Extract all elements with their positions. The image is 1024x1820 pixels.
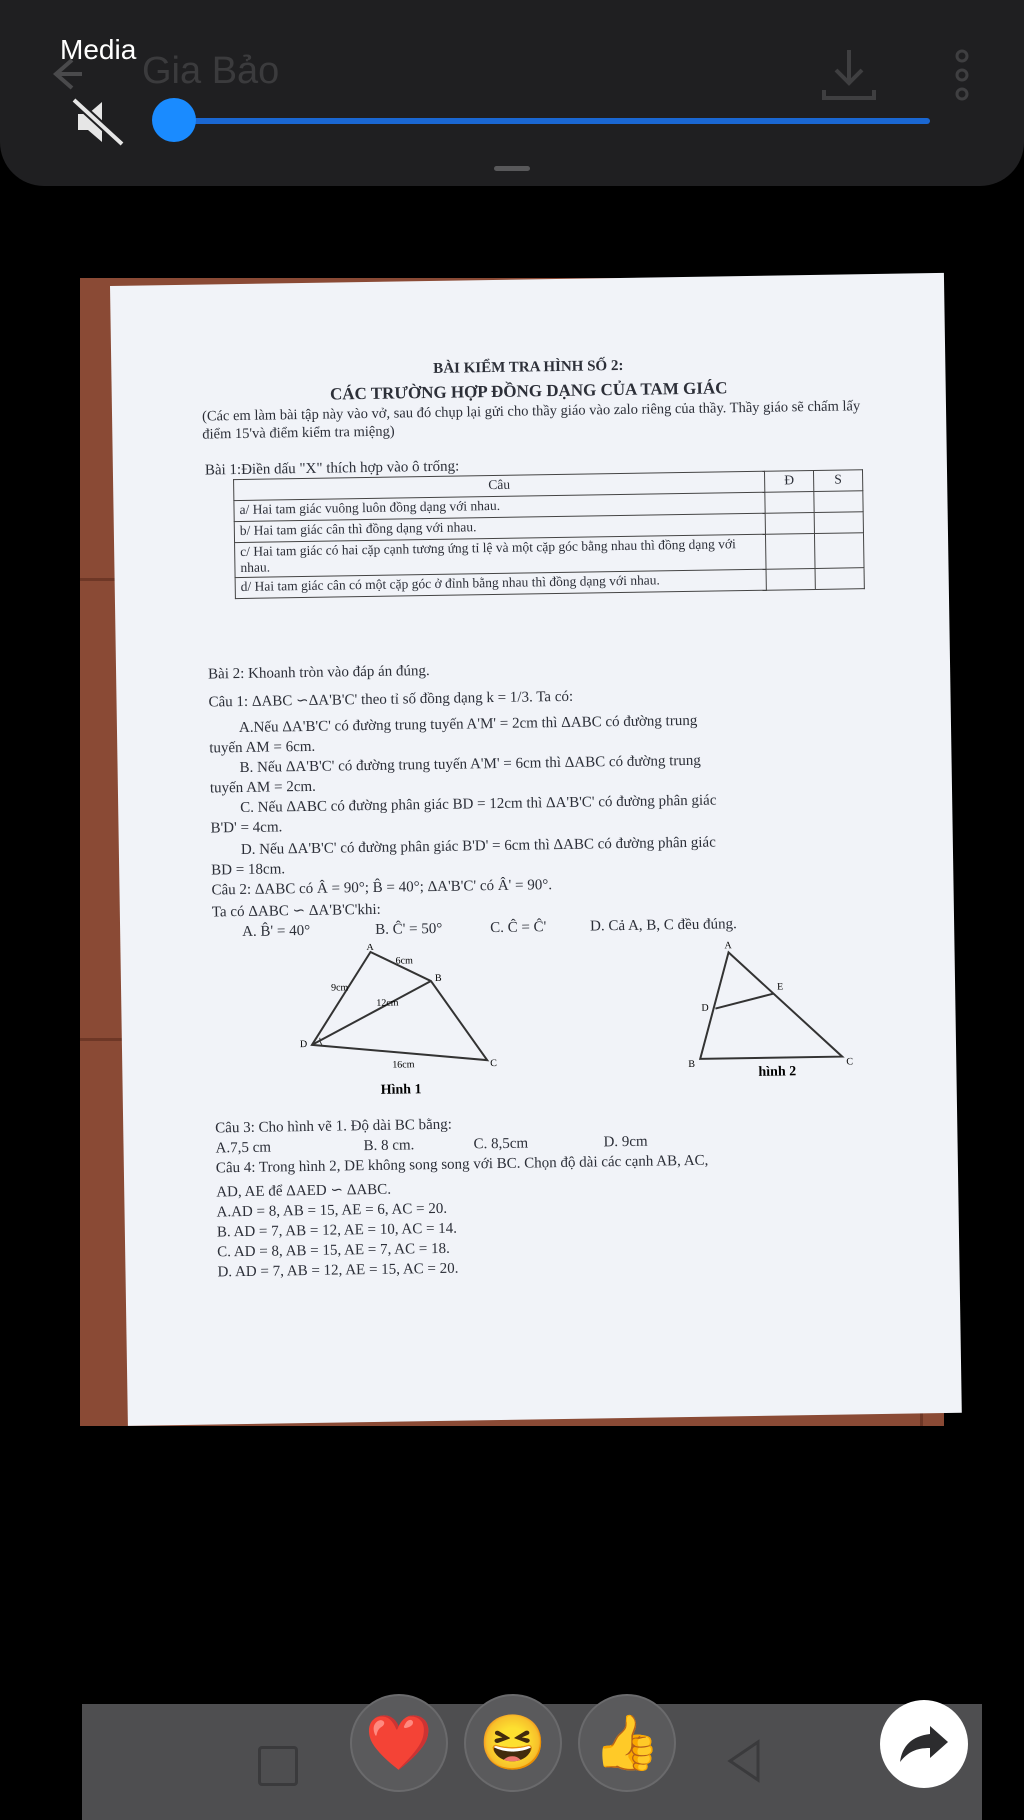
heart-icon: ❤️ bbox=[365, 1712, 433, 1773]
cau1-option-a: A.Nếu ΔA'B'C' có đường trung tuyến A'M' = 2cm thì ΔABC có đường trung bbox=[238, 712, 698, 737]
table-header-question: Câu bbox=[234, 471, 765, 500]
cau2-option-b: B. Ĉ' = 50° bbox=[375, 920, 443, 938]
fig2-label-b: B bbox=[688, 1058, 696, 1071]
fig1-label-b: B bbox=[434, 972, 442, 984]
download-icon[interactable] bbox=[818, 46, 880, 104]
cau4-text-2: AD, AE để ΔAED ∽ ΔABC. bbox=[216, 1181, 392, 1201]
cau3-text: Câu 3: Cho hình vẽ 1. Độ dài BC bằng: bbox=[215, 1116, 452, 1137]
fig2-label-e: E bbox=[777, 981, 784, 993]
cau3-option-c: C. 8,5cm bbox=[473, 1135, 529, 1153]
cau3-option-b: B. 8 cm. bbox=[363, 1137, 415, 1155]
fig1-label-16cm: 16cm bbox=[392, 1059, 415, 1071]
cau1-option-d: D. Nếu ΔA'B'C' có đường phân giác B'D' = 6cm thì ΔABC có đường phân giác bbox=[240, 834, 716, 859]
doc-title-2: CÁC TRƯỜNG HỢP ĐỒNG DẠNG CỦA TAM GIÁC bbox=[329, 378, 728, 404]
cau4-option-a: A.AD = 8, AB = 15, AE = 6, AC = 20. bbox=[216, 1200, 448, 1221]
doc-note: (Các em làm bài tập này vào vở, sau đó chụp lại gửi cho thầy giáo vào zalo riêng của thầy. Thầy giáo sẽ chấm lấy điểm 15'và điểm kiểm tra miệng) bbox=[201, 398, 861, 443]
sender-name: Gia Bảo bbox=[142, 50, 280, 92]
thumbs-up-icon: 👍 bbox=[593, 1712, 661, 1773]
table-header-true: Đ bbox=[764, 470, 813, 492]
cau1-option-a-cont: tuyến AM = 6cm. bbox=[209, 738, 316, 757]
cau1-option-b-cont: tuyến AM = 2cm. bbox=[209, 778, 316, 797]
cau1-option-b: B. Nếu ΔA'B'C' có đường trung tuyến A'M' = 6cm thì ΔABC có đường trung bbox=[239, 752, 701, 777]
table-row: a/ Hai tam giác vuông luôn đồng dạng với nhau. bbox=[234, 491, 863, 522]
media-progress-thumb[interactable] bbox=[152, 98, 196, 142]
fig1-label-12cm: 12cm bbox=[376, 997, 399, 1009]
media-label: Media bbox=[60, 34, 137, 65]
laugh-icon: 😆 bbox=[479, 1712, 547, 1773]
more-options-icon[interactable] bbox=[950, 48, 974, 102]
table-header-false: S bbox=[813, 470, 862, 492]
fig2-caption: hình 2 bbox=[758, 1064, 797, 1080]
table-row: c/ Hai tam giác có hai cặp cạnh tương ứng tỉ lệ và một cặp góc bằng nhau thì đồng dạng với nhau. bbox=[235, 533, 864, 578]
exam-paper bbox=[110, 273, 962, 1426]
fig1-label-9cm: 9cm bbox=[330, 982, 349, 994]
fig1-label-d: D bbox=[299, 1038, 308, 1051]
figure-1 bbox=[280, 942, 522, 1106]
mute-icon[interactable] bbox=[70, 94, 130, 150]
table-row: b/ Hai tam giác cân thì đồng dạng với nhau. bbox=[234, 512, 863, 543]
cau1-option-c-cont: B'D' = 4cm. bbox=[210, 819, 283, 837]
fig1-label-a: A bbox=[366, 941, 374, 954]
share-button[interactable] bbox=[880, 1700, 968, 1788]
table-row: d/ Hai tam giác cân có một cặp góc ở đỉnh bằng nhau thì đồng dạng với nhau. bbox=[235, 568, 864, 599]
cau1-option-d-cont: BD = 18cm. bbox=[211, 861, 286, 879]
drag-handle[interactable] bbox=[494, 166, 530, 171]
fig1-caption: Hình 1 bbox=[380, 1082, 422, 1098]
media-progress-track[interactable] bbox=[170, 118, 930, 124]
cau1-text: Câu 1: ΔABC ∽ΔA'B'C' theo tỉ số đồng dạng k = 1/3. Ta có: bbox=[208, 688, 574, 711]
bai2-heading: Bài 2: Khoanh tròn vào đáp án đúng. bbox=[207, 663, 430, 683]
cau2-option-d: D. Cả A, B, C đều đúng. bbox=[589, 916, 737, 935]
cau4-option-c: C. AD = 8, AB = 15, AE = 7, AC = 18. bbox=[217, 1240, 450, 1261]
fig1-label-6cm: 6cm bbox=[395, 955, 413, 967]
recents-nav-icon[interactable] bbox=[258, 1746, 298, 1786]
cau2-text-2: Ta có ΔABC ∽ ΔA'B'C'khi: bbox=[211, 901, 381, 921]
laugh-reaction-button[interactable] bbox=[464, 1694, 562, 1792]
bai1-table bbox=[233, 469, 865, 599]
share-icon bbox=[880, 1700, 968, 1788]
cau2-option-a: A. B̂' = 40° bbox=[242, 922, 311, 941]
fig2-label-c: C bbox=[846, 1056, 854, 1068]
bai1-heading: Bài 1:Điền dấu "X" thích hợp vào ô trống: bbox=[204, 458, 460, 479]
cau1-option-c: C. Nếu ΔABC có đường phân giác BD = 12cm thì ΔA'B'C' có đường phân giác bbox=[240, 792, 717, 817]
cau2-text: Câu 2: ΔABC có Â = 90°; B̂ = 40°; ΔA'B'C' có Â' = 90°. bbox=[211, 877, 553, 899]
cau3-option-d: D. 9cm bbox=[603, 1133, 648, 1151]
heart-reaction-button[interactable] bbox=[350, 1694, 448, 1792]
fig1-label-c: C bbox=[490, 1058, 498, 1070]
fig2-label-d: D bbox=[701, 1002, 709, 1014]
top-bar bbox=[0, 0, 1024, 186]
fig2-label-a: A bbox=[724, 940, 732, 952]
cau4-option-d: D. AD = 7, AB = 12, AE = 15, AC = 20. bbox=[217, 1260, 459, 1281]
cau4-option-b: B. AD = 7, AB = 12, AE = 10, AC = 14. bbox=[216, 1220, 458, 1241]
back-nav-icon[interactable] bbox=[724, 1738, 764, 1784]
like-reaction-button[interactable] bbox=[578, 1694, 676, 1792]
doc-title-1: BÀI KIỂM TRA HÌNH SỐ 2: bbox=[433, 357, 624, 377]
cau4-text: Câu 4: Trong hình 2, DE không song song với BC. Chọn độ dài các cạnh AB, AC, bbox=[215, 1152, 709, 1177]
figure-2 bbox=[680, 936, 882, 1099]
cau3-option-a: A.7,5 cm bbox=[215, 1139, 272, 1157]
cau2-option-c: C. Ĉ = Ĉ' bbox=[490, 919, 547, 937]
